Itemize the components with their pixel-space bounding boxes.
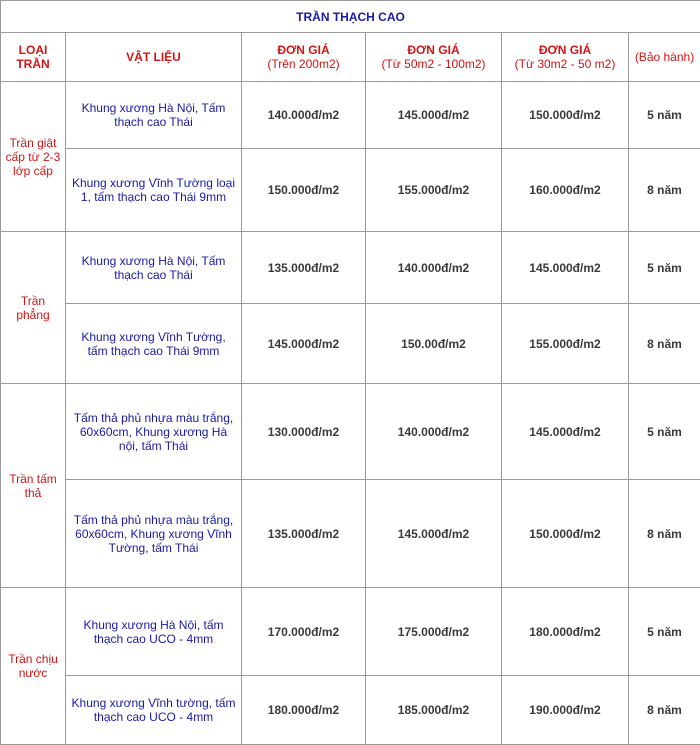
header-price-2-label: ĐƠN GIÁ: [370, 43, 497, 57]
price-1-cell: 135.000đ/m2: [242, 232, 366, 304]
price-1-cell: 140.000đ/m2: [242, 82, 366, 149]
material-cell: Khung xương Hà Nội, Tấm thạch cao Thái: [66, 232, 242, 304]
warranty-cell: 5 năm: [629, 82, 700, 149]
header-warranty-label: (Bảo hành): [633, 50, 696, 64]
price-2-cell: 185.000đ/m2: [366, 676, 502, 745]
header-price-3: [502, 33, 629, 82]
table-row: [1, 149, 700, 232]
price-2-cell: 145.000đ/m2: [366, 480, 502, 588]
header-price-2: [366, 33, 502, 82]
warranty-cell: 8 năm: [629, 676, 700, 745]
price-2-cell: 175.000đ/m2: [366, 588, 502, 676]
header-material: [66, 33, 242, 82]
price-3-cell: 190.000đ/m2: [502, 676, 629, 745]
material-cell: Tấm thả phủ nhựa màu trắng, 60x60cm, Khung xương Hà nội, tấm Thái: [66, 384, 242, 480]
price-2-cell: 155.000đ/m2: [366, 149, 502, 232]
price-1-cell: 145.000đ/m2: [242, 304, 366, 384]
table-row: [1, 304, 700, 384]
warranty-cell: 8 năm: [629, 304, 700, 384]
price-1-cell: 135.000đ/m2: [242, 480, 366, 588]
warranty-cell: 5 năm: [629, 588, 700, 676]
price-3-cell: 150.000đ/m2: [502, 82, 629, 149]
price-3-cell: 145.000đ/m2: [502, 384, 629, 480]
warranty-cell: 5 năm: [629, 232, 700, 304]
price-3-cell: 150.000đ/m2: [502, 480, 629, 588]
ceiling-type: Trần giật cấp từ 2-3 lớp cấp: [1, 82, 66, 232]
price-1-cell: 170.000đ/m2: [242, 588, 366, 676]
table-title: TRẦN THẠCH CAO: [1, 1, 700, 33]
price-3-cell: 145.000đ/m2: [502, 232, 629, 304]
price-1-cell: 180.000đ/m2: [242, 676, 366, 745]
material-cell: Tấm thả phủ nhựa màu trắng, 60x60cm, Khung xương Vĩnh Tường, tấm Thái: [66, 480, 242, 588]
header-price-3-range: (Từ 30m2 - 50 m2): [506, 57, 624, 71]
header-type-label: LOẠI TRẦN: [5, 43, 61, 71]
material-cell: Khung xương Vĩnh Tường loại 1, tấm thạch cao Thái 9mm: [66, 149, 242, 232]
header-price-3-label: ĐƠN GIÁ: [506, 43, 624, 57]
header-type: [1, 33, 66, 82]
title-row: [1, 1, 700, 33]
price-2-cell: 145.000đ/m2: [366, 82, 502, 149]
ceiling-type: Trần tấm thả: [1, 384, 66, 588]
material-cell: Khung xương Hà Nội, Tấm thạch cao Thái: [66, 82, 242, 149]
price-2-cell: 140.000đ/m2: [366, 384, 502, 480]
warranty-cell: 5 năm: [629, 384, 700, 480]
price-2-cell: 140.000đ/m2: [366, 232, 502, 304]
header-warranty: [629, 33, 700, 82]
table-row: [1, 82, 700, 149]
header-material-label: VẬT LIỆU: [70, 50, 237, 64]
table-row: [1, 676, 700, 745]
price-2-cell: 150.00đ/m2: [366, 304, 502, 384]
price-3-cell: 180.000đ/m2: [502, 588, 629, 676]
price-3-cell: 160.000đ/m2: [502, 149, 629, 232]
header-price-1-label: ĐƠN GIÁ: [246, 43, 361, 57]
price-3-cell: 155.000đ/m2: [502, 304, 629, 384]
header-price-2-range: (Từ 50m2 - 100m2): [370, 57, 497, 71]
table-row: [1, 480, 700, 588]
ceiling-type: Trần chịu nước: [1, 588, 66, 745]
header-price-1: [242, 33, 366, 82]
material-cell: Khung xương Vĩnh Tường, tấm thạch cao Thái 9mm: [66, 304, 242, 384]
table-row: [1, 588, 700, 676]
price-1-cell: 130.000đ/m2: [242, 384, 366, 480]
warranty-cell: 8 năm: [629, 149, 700, 232]
header-price-1-range: (Trên 200m2): [246, 57, 361, 71]
warranty-cell: 8 năm: [629, 480, 700, 588]
table-row: [1, 232, 700, 304]
header-row: [1, 33, 700, 82]
material-cell: Khung xương Vĩnh tường, tấm thạch cao UCO - 4mm: [66, 676, 242, 745]
ceiling-type: Trần phẳng: [1, 232, 66, 384]
material-cell: Khung xương Hà Nội, tấm thạch cao UCO - 4mm: [66, 588, 242, 676]
price-1-cell: 150.000đ/m2: [242, 149, 366, 232]
table-row: [1, 384, 700, 480]
